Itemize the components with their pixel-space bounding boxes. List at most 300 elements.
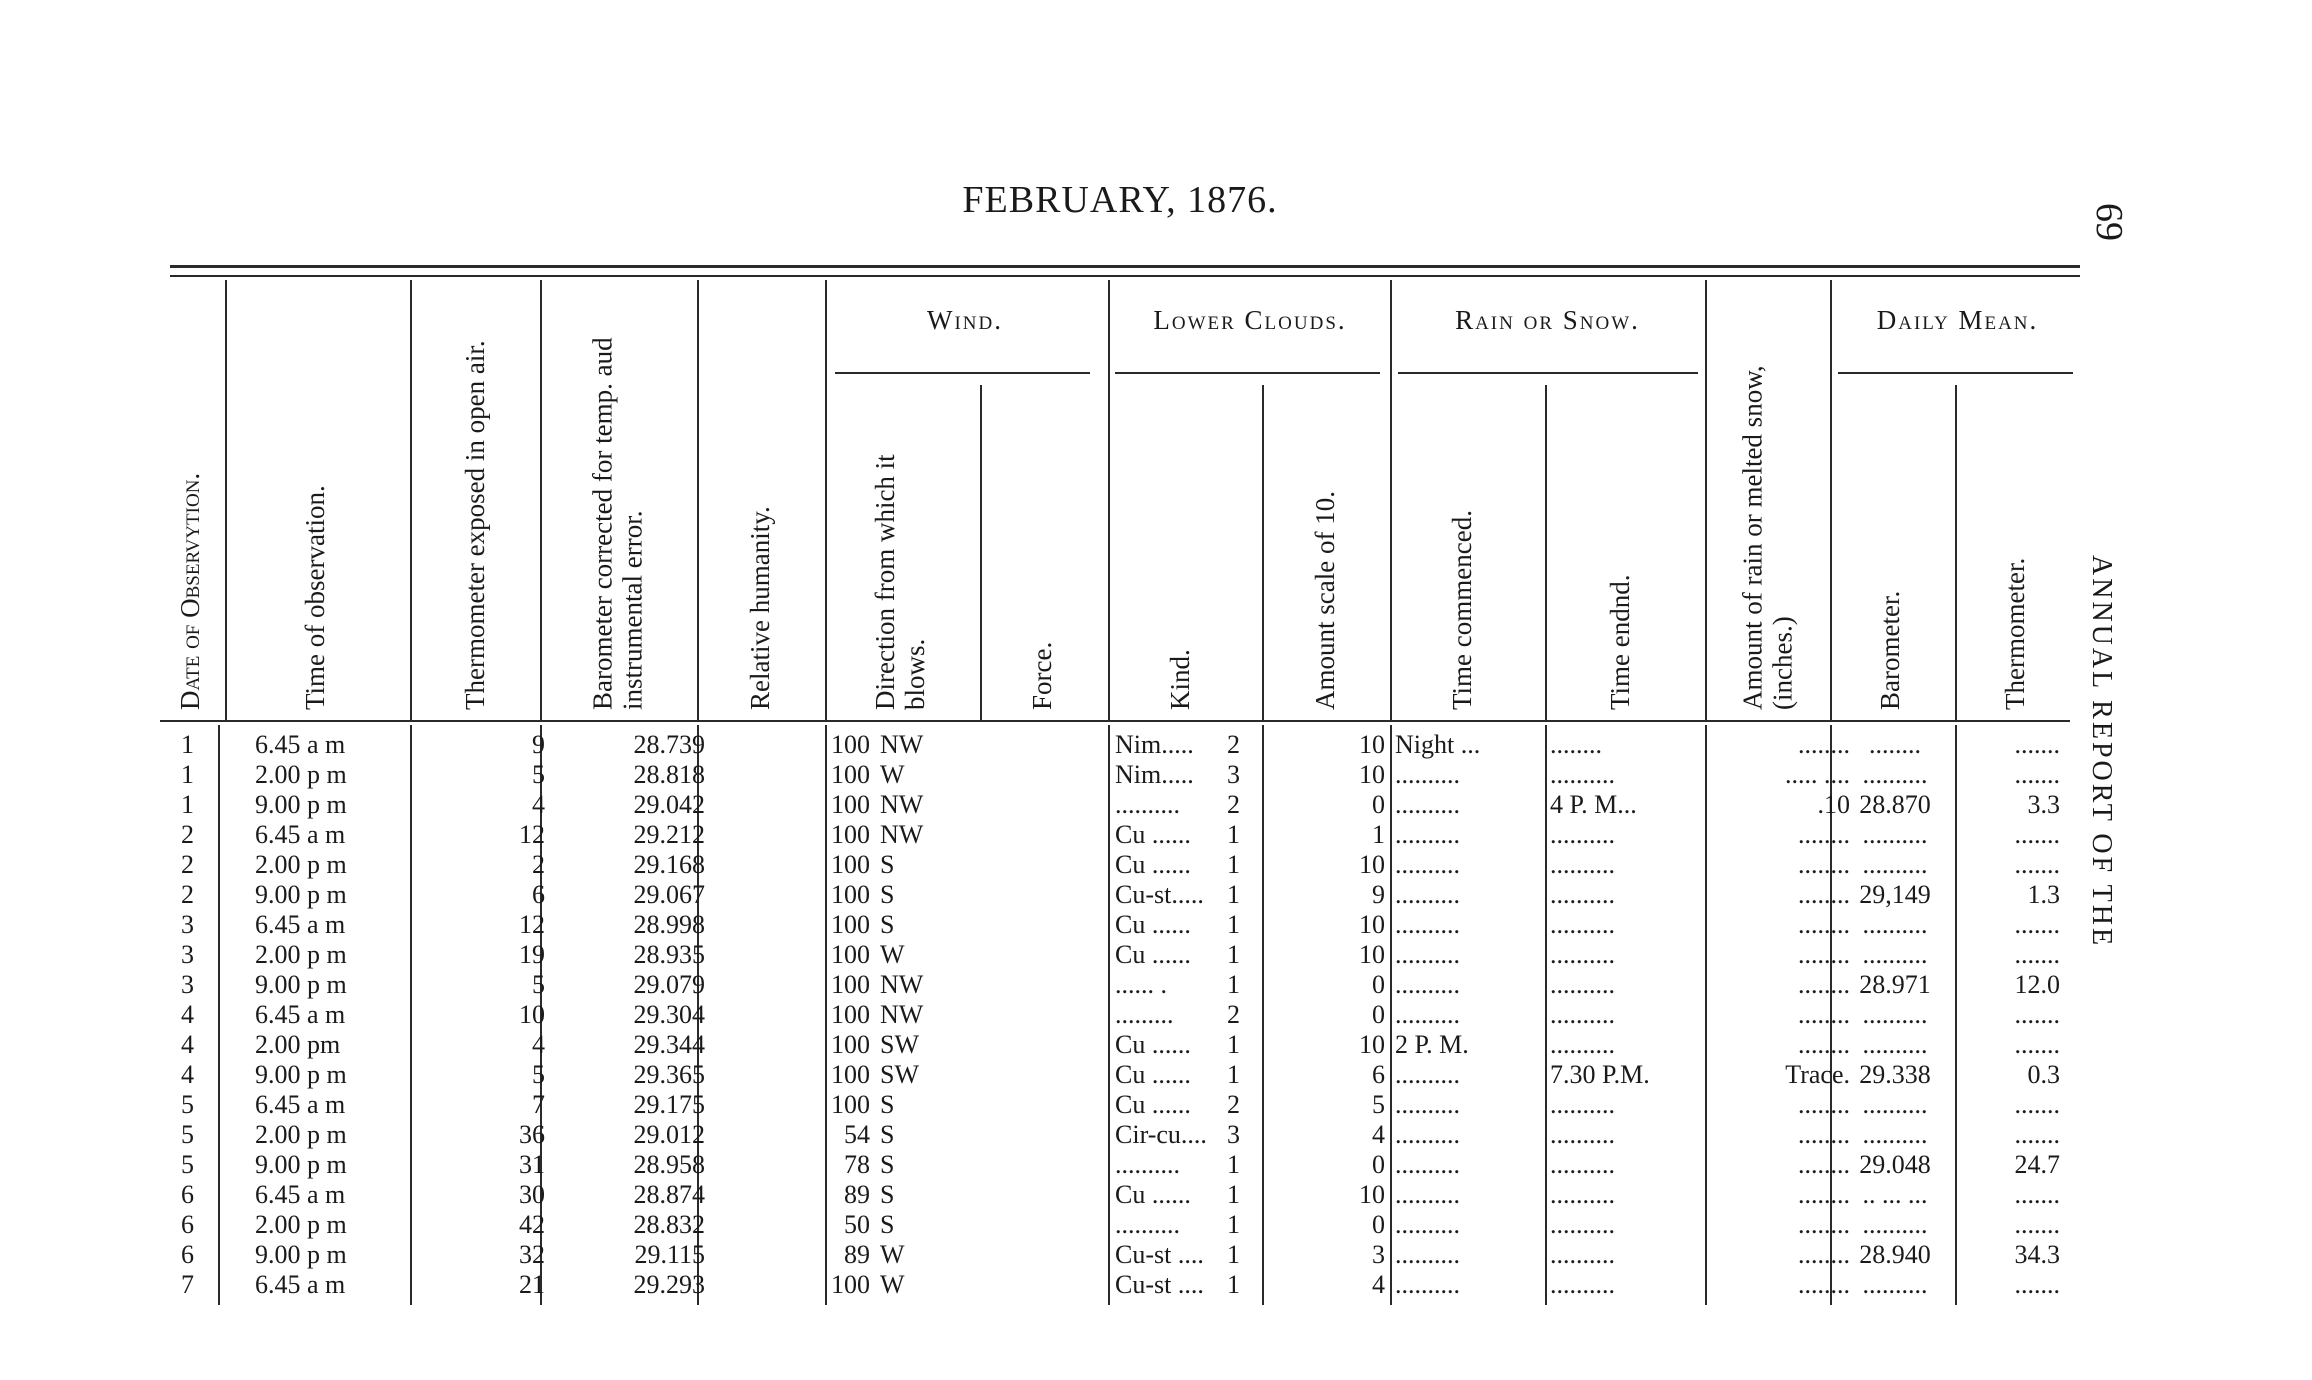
cell-date: 6 — [181, 1210, 194, 1239]
cell-date: 4 — [181, 1000, 194, 1029]
cell-rain-amount: ........ — [1798, 940, 1850, 969]
cell-cloud-amount: 5 — [1372, 1090, 1385, 1119]
cell-time-ended: .......... — [1550, 910, 1615, 939]
cell-mean-thermometer: ....... — [2014, 1090, 2060, 1119]
cell-humidity: 100 — [831, 760, 870, 789]
column-divider — [825, 280, 827, 720]
cell-wind-force: 1 — [1227, 910, 1240, 939]
cell-time: 9.00 p m — [255, 970, 347, 999]
header-wind-direction: Direction from which it blows. — [870, 454, 930, 710]
cell-date: 5 — [181, 1120, 194, 1149]
cell-cloud-amount: 10 — [1359, 1030, 1385, 1059]
cell-cloud-kind: Cu ...... — [1115, 820, 1191, 849]
cell-cloud-amount: 0 — [1372, 790, 1385, 819]
cell-wind-direction: SW — [880, 1030, 919, 1059]
cell-thermometer: 2 — [532, 850, 545, 879]
table-row — [160, 1120, 2060, 1150]
cell-wind-direction: S — [880, 1150, 895, 1179]
column-divider — [1705, 280, 1707, 720]
cell-mean-barometer: .. ... ... — [1862, 1180, 1928, 1209]
cell-time-commenced: .......... — [1395, 760, 1460, 789]
sub-column-divider — [1262, 385, 1264, 720]
sub-column-divider — [1545, 385, 1547, 720]
cell-time-ended: .......... — [1550, 1000, 1615, 1029]
cell-time-ended: .......... — [1550, 820, 1615, 849]
top-rule-thin — [170, 275, 2080, 277]
cell-cloud-amount: 4 — [1372, 1270, 1385, 1299]
rain-snow-group-header: Rain or Snow. — [1455, 305, 1640, 335]
cell-time-commenced: .......... — [1395, 1150, 1460, 1179]
cell-mean-thermometer: ....... — [2014, 730, 2060, 759]
cell-mean-barometer: 29,149 — [1859, 880, 1931, 909]
cell-cloud-kind: .......... — [1115, 1210, 1180, 1239]
cell-mean-barometer: .......... — [1862, 940, 1928, 969]
cell-mean-thermometer: ....... — [2014, 1030, 2060, 1059]
cell-date: 1 — [181, 790, 194, 819]
cell-thermometer: 6 — [532, 880, 545, 909]
cell-humidity: 100 — [831, 1270, 870, 1299]
cell-barometer: 29.365 — [633, 1060, 705, 1089]
cell-thermometer: 4 — [532, 1030, 545, 1059]
cell-mean-barometer: .......... — [1862, 1270, 1928, 1299]
cell-time-ended: ........ — [1550, 730, 1602, 759]
cell-barometer: 29.212 — [633, 820, 705, 849]
cell-rain-amount: ........ — [1798, 730, 1850, 759]
cell-cloud-amount: 10 — [1359, 1180, 1385, 1209]
cell-time-ended: .......... — [1550, 1240, 1615, 1269]
header-thermometer: Thermometer exposed in open air. — [460, 340, 490, 710]
cell-thermometer: 42 — [519, 1210, 545, 1239]
table-row — [160, 730, 2060, 760]
group-underline — [1115, 372, 1380, 374]
group-underline — [1838, 372, 2073, 374]
cell-time-ended: .......... — [1550, 1180, 1615, 1209]
cell-date: 2 — [181, 880, 194, 909]
cell-mean-barometer: 28.971 — [1859, 970, 1931, 999]
header-time-ended: Time endnd. — [1605, 574, 1635, 710]
cell-date: 3 — [181, 970, 194, 999]
cell-date: 4 — [181, 1060, 194, 1089]
cell-time: 6.45 a m — [255, 1000, 346, 1029]
cell-barometer: 28.818 — [633, 760, 705, 789]
cell-cloud-amount: 9 — [1372, 880, 1385, 909]
cell-mean-thermometer: ....... — [2014, 1180, 2060, 1209]
cell-thermometer: 9 — [532, 730, 545, 759]
cell-wind-direction: S — [880, 850, 895, 879]
cell-wind-force: 1 — [1227, 820, 1240, 849]
cell-wind-direction: NW — [880, 730, 924, 759]
cell-cloud-kind: Cu ...... — [1115, 1180, 1191, 1209]
cell-cloud-amount: 1 — [1372, 820, 1385, 849]
cell-humidity: 89 — [844, 1240, 870, 1269]
cell-wind-force: 1 — [1227, 1240, 1240, 1269]
cell-humidity: 100 — [831, 1000, 870, 1029]
cell-mean-barometer: 28.940 — [1859, 1240, 1931, 1269]
cell-time-commenced: .......... — [1395, 940, 1460, 969]
cell-cloud-kind: Nim..... — [1115, 730, 1194, 759]
table-row — [160, 1240, 2060, 1270]
cell-thermometer: 4 — [532, 790, 545, 819]
cell-mean-barometer: .......... — [1862, 1090, 1928, 1119]
cell-thermometer: 30 — [519, 1180, 545, 1209]
cell-humidity: 100 — [831, 1090, 870, 1119]
cell-humidity: 100 — [831, 730, 870, 759]
cell-time: 9.00 p m — [255, 1240, 347, 1269]
cell-mean-barometer: .......... — [1862, 1030, 1928, 1059]
cell-cloud-kind: ......... — [1115, 1000, 1174, 1029]
cell-rain-amount: ........ — [1798, 1210, 1850, 1239]
cell-time: 2.00 p m — [255, 1210, 347, 1239]
cell-mean-thermometer: 12.0 — [2014, 970, 2060, 999]
cell-cloud-amount: 4 — [1372, 1120, 1385, 1149]
column-divider — [1108, 280, 1110, 720]
cell-time-ended: .......... — [1550, 970, 1615, 999]
cell-time-commenced: .......... — [1395, 820, 1460, 849]
cell-time-commenced: 2 P. M. — [1395, 1030, 1469, 1059]
cell-date: 6 — [181, 1180, 194, 1209]
cell-cloud-amount: 10 — [1359, 760, 1385, 789]
header-wind-force: Force. — [1027, 641, 1057, 710]
cell-rain-amount: ........ — [1798, 1030, 1850, 1059]
cell-cloud-kind: Cu-st .... — [1115, 1270, 1204, 1299]
cell-time-ended: .......... — [1550, 1150, 1615, 1179]
table-row — [160, 850, 2060, 880]
header-cloud-amount: Amount scale of 10. — [1310, 491, 1340, 710]
cell-time-ended: .......... — [1550, 1270, 1615, 1299]
cell-mean-barometer: ........ — [1869, 730, 1921, 759]
cell-rain-amount: ........ — [1798, 1120, 1850, 1149]
cell-mean-barometer: .......... — [1862, 1000, 1928, 1029]
cell-mean-barometer: 28.870 — [1859, 790, 1931, 819]
table-row — [160, 880, 2060, 910]
cell-rain-amount: ........ — [1798, 1270, 1850, 1299]
cell-time: 6.45 a m — [255, 820, 346, 849]
cell-date: 3 — [181, 910, 194, 939]
cell-time: 6.45 a m — [255, 1180, 346, 1209]
cell-humidity: 100 — [831, 970, 870, 999]
cell-cloud-amount: 0 — [1372, 970, 1385, 999]
cell-cloud-amount: 6 — [1372, 1060, 1385, 1089]
cell-thermometer: 10 — [519, 1000, 545, 1029]
cell-mean-thermometer: ....... — [2014, 760, 2060, 789]
cell-barometer: 29.079 — [633, 970, 705, 999]
cell-date: 5 — [181, 1150, 194, 1179]
cell-humidity: 100 — [831, 820, 870, 849]
cell-mean-barometer: .......... — [1862, 820, 1928, 849]
header-rain-amount: Amount of rain or melted snow, (inches.) — [1737, 365, 1798, 710]
cell-mean-thermometer: ....... — [2014, 850, 2060, 879]
cell-thermometer: 12 — [519, 910, 545, 939]
cell-cloud-kind: Cu ...... — [1115, 1060, 1191, 1089]
cell-rain-amount: ........ — [1798, 880, 1850, 909]
column-divider — [1830, 280, 1832, 720]
cell-time-ended: .......... — [1550, 1090, 1615, 1119]
cell-rain-amount: ........ — [1798, 1180, 1850, 1209]
cell-time: 2.00 p m — [255, 760, 347, 789]
sub-column-divider — [980, 385, 982, 720]
cell-time-commenced: .......... — [1395, 1270, 1460, 1299]
cell-thermometer: 5 — [532, 1060, 545, 1089]
cell-time-commenced: .......... — [1395, 790, 1460, 819]
cell-wind-direction: SW — [880, 1060, 919, 1089]
wind-group-header: Wind. — [926, 305, 1003, 335]
cell-time-ended: 7.30 P.M. — [1550, 1060, 1650, 1089]
cell-wind-force: 2 — [1227, 730, 1240, 759]
cell-wind-force: 3 — [1227, 1120, 1240, 1149]
cell-time: 2.00 p m — [255, 1120, 347, 1149]
table-row — [160, 910, 2060, 940]
cell-wind-force: 1 — [1227, 1150, 1240, 1179]
column-divider — [410, 280, 412, 720]
cell-mean-thermometer: ....... — [2014, 1120, 2060, 1149]
cell-barometer: 29.012 — [633, 1120, 705, 1149]
cell-barometer: 29.344 — [633, 1030, 705, 1059]
table-row — [160, 1150, 2060, 1180]
cell-humidity: 100 — [831, 850, 870, 879]
cell-time: 6.45 a m — [255, 1090, 346, 1119]
cell-mean-barometer: .......... — [1862, 850, 1928, 879]
cell-mean-thermometer: ....... — [2014, 820, 2060, 849]
cell-humidity: 54 — [844, 1120, 870, 1149]
cell-mean-thermometer: 24.7 — [2014, 1150, 2060, 1179]
cell-cloud-kind: Cu ...... — [1115, 1030, 1191, 1059]
cell-date: 6 — [181, 1240, 194, 1269]
cell-cloud-kind: ...... . — [1115, 970, 1167, 999]
cell-rain-amount: ........ — [1798, 910, 1850, 939]
cell-date: 3 — [181, 940, 194, 969]
header-time-of-observation: Time of observation. — [300, 485, 330, 710]
cell-barometer: 29.304 — [633, 1000, 705, 1029]
cell-mean-barometer: .......... — [1862, 910, 1928, 939]
cell-time-ended: 4 P. M... — [1550, 790, 1637, 819]
table-row — [160, 1270, 2060, 1300]
cell-time: 9.00 p m — [255, 880, 347, 909]
cell-barometer: 28.739 — [633, 730, 705, 759]
cell-mean-barometer: 29.048 — [1859, 1150, 1931, 1179]
cell-cloud-amount: 10 — [1359, 850, 1385, 879]
header-bottom-rule — [160, 720, 2070, 722]
cell-rain-amount: ........ — [1798, 1240, 1850, 1269]
header-daily-barometer: Barometer. — [1875, 590, 1905, 710]
cell-wind-force: 1 — [1227, 970, 1240, 999]
cell-humidity: 100 — [831, 880, 870, 909]
cell-mean-thermometer: ....... — [2014, 940, 2060, 969]
cell-wind-force: 1 — [1227, 880, 1240, 909]
table-row — [160, 790, 2060, 820]
cell-date: 1 — [181, 730, 194, 759]
cell-cloud-amount: 10 — [1359, 940, 1385, 969]
table-row — [160, 820, 2060, 850]
cell-time-commenced: .......... — [1395, 1180, 1460, 1209]
cell-humidity: 100 — [831, 1060, 870, 1089]
cell-wind-force: 1 — [1227, 1210, 1240, 1239]
cell-time-ended: .......... — [1550, 850, 1615, 879]
cell-time: 6.45 a m — [255, 730, 346, 759]
cell-rain-amount: Trace. — [1785, 1060, 1850, 1089]
cell-time: 9.00 p m — [255, 1150, 347, 1179]
cell-rain-amount: ........ — [1798, 850, 1850, 879]
cell-thermometer: 7 — [532, 1090, 545, 1119]
cell-rain-amount: ........ — [1798, 820, 1850, 849]
cell-mean-barometer: .......... — [1862, 1210, 1928, 1239]
cell-cloud-kind: Cu-st..... — [1115, 880, 1204, 909]
cell-wind-direction: S — [880, 1090, 895, 1119]
table-row — [160, 940, 2060, 970]
cell-date: 2 — [181, 850, 194, 879]
cell-date: 5 — [181, 1090, 194, 1119]
cell-cloud-kind: .......... — [1115, 1150, 1180, 1179]
cell-cloud-kind: Cir-cu.... — [1115, 1120, 1207, 1149]
table-row — [160, 1210, 2060, 1240]
cell-cloud-amount: 0 — [1372, 1210, 1385, 1239]
cell-thermometer: 19 — [519, 940, 545, 969]
header-barometer: Barometer corrected for temp. aud instrumental error. — [587, 337, 648, 710]
cell-barometer: 28.935 — [633, 940, 705, 969]
cell-wind-direction: S — [880, 1210, 895, 1239]
cell-wind-force: 3 — [1227, 760, 1240, 789]
cell-time-commenced: .......... — [1395, 1240, 1460, 1269]
cell-time: 9.00 p m — [255, 790, 347, 819]
cell-wind-direction: NW — [880, 820, 924, 849]
cell-cloud-amount: 3 — [1372, 1240, 1385, 1269]
cell-barometer: 29.067 — [633, 880, 705, 909]
header-cloud-kind: Kind. — [1165, 649, 1195, 710]
cell-wind-force: 1 — [1227, 850, 1240, 879]
daily-mean-group-header: Daily Mean. — [1876, 305, 2039, 335]
cell-wind-force: 2 — [1227, 1000, 1240, 1029]
cell-humidity: 100 — [831, 910, 870, 939]
cell-time: 2.00 p m — [255, 940, 347, 969]
cell-wind-direction: W — [880, 1270, 905, 1299]
cell-cloud-kind: Cu ...... — [1115, 1090, 1191, 1119]
table-row — [160, 1030, 2060, 1060]
cell-time-commenced: .......... — [1395, 910, 1460, 939]
table-row — [160, 970, 2060, 1000]
cell-rain-amount: ........ — [1798, 1090, 1850, 1119]
cell-time-commenced: .......... — [1395, 1210, 1460, 1239]
column-divider — [1390, 280, 1392, 720]
cell-cloud-kind: Cu ...... — [1115, 910, 1191, 939]
cell-mean-barometer: 29.338 — [1859, 1060, 1931, 1089]
table-row — [160, 760, 2060, 790]
cell-mean-barometer: .......... — [1862, 1120, 1928, 1149]
cell-mean-thermometer: ....... — [2014, 1000, 2060, 1029]
cell-barometer: 29.168 — [633, 850, 705, 879]
cell-time: 2.00 pm — [255, 1030, 341, 1059]
cell-barometer: 29.175 — [633, 1090, 705, 1119]
cell-wind-force: 2 — [1227, 1090, 1240, 1119]
table-row — [160, 1000, 2060, 1030]
cell-cloud-kind: Cu ...... — [1115, 850, 1191, 879]
cell-wind-force: 2 — [1227, 790, 1240, 819]
cell-wind-direction: S — [880, 880, 895, 909]
cell-wind-direction: NW — [880, 1000, 924, 1029]
header-relative-humidity: Relative humanity. — [745, 506, 775, 710]
cell-barometer: 28.874 — [633, 1180, 705, 1209]
cell-time-commenced: .......... — [1395, 850, 1460, 879]
cell-time-ended: .......... — [1550, 760, 1615, 789]
sub-column-divider — [1955, 385, 1957, 720]
lower-clouds-group-header: Lower Clouds. — [1153, 305, 1347, 335]
cell-mean-thermometer: 1.3 — [2027, 880, 2060, 909]
cell-rain-amount: ..... .... — [1785, 760, 1850, 789]
cell-time-commenced: .......... — [1395, 1090, 1460, 1119]
cell-humidity: 78 — [844, 1150, 870, 1179]
top-rule — [170, 265, 2080, 268]
column-divider — [697, 280, 699, 720]
cell-wind-force: 1 — [1227, 940, 1240, 969]
group-underline — [1398, 372, 1698, 374]
cell-date: 1 — [181, 760, 194, 789]
cell-time: 6.45 a m — [255, 910, 346, 939]
cell-wind-force: 1 — [1227, 1180, 1240, 1209]
cell-date: 7 — [181, 1270, 194, 1299]
table-row — [160, 1060, 2060, 1090]
cell-time: 2.00 p m — [255, 850, 347, 879]
cell-cloud-kind: Cu ...... — [1115, 940, 1191, 969]
header-time-commenced: Time commenced. — [1447, 510, 1477, 710]
cell-barometer: 28.832 — [633, 1210, 705, 1239]
cell-wind-direction: W — [880, 940, 905, 969]
cell-humidity: 89 — [844, 1180, 870, 1209]
cell-date: 2 — [181, 820, 194, 849]
cell-wind-direction: W — [880, 1240, 905, 1269]
cell-thermometer: 5 — [532, 970, 545, 999]
cell-time-commenced: .......... — [1395, 970, 1460, 999]
cell-time-commenced: .......... — [1395, 880, 1460, 909]
cell-thermometer: 21 — [519, 1270, 545, 1299]
cell-wind-direction: NW — [880, 970, 924, 999]
header-date-of-observation: Date of Observytion. — [175, 472, 205, 710]
cell-cloud-amount: 10 — [1359, 910, 1385, 939]
cell-time-ended: .......... — [1550, 1030, 1615, 1059]
cell-thermometer: 32 — [519, 1240, 545, 1269]
cell-time-ended: .......... — [1550, 940, 1615, 969]
cell-cloud-amount: 10 — [1359, 730, 1385, 759]
cell-wind-direction: S — [880, 1180, 895, 1209]
cell-mean-thermometer: 34.3 — [2014, 1240, 2060, 1269]
cell-barometer: 29.042 — [633, 790, 705, 819]
cell-barometer: 28.958 — [633, 1150, 705, 1179]
cell-thermometer: 36 — [519, 1120, 545, 1149]
cell-barometer: 28.998 — [633, 910, 705, 939]
cell-cloud-kind: Nim..... — [1115, 760, 1194, 789]
cell-humidity: 100 — [831, 1030, 870, 1059]
header-daily-thermometer: Thermometer. — [2000, 557, 2030, 710]
cell-mean-thermometer: ....... — [2014, 910, 2060, 939]
cell-mean-thermometer: ....... — [2014, 1270, 2060, 1299]
page-title: FEBRUARY, 1876. — [962, 179, 1278, 221]
cell-cloud-amount: 0 — [1372, 1000, 1385, 1029]
cell-barometer: 29.115 — [634, 1240, 705, 1269]
cell-cloud-kind: Cu-st .... — [1115, 1240, 1204, 1269]
cell-cloud-kind: .......... — [1115, 790, 1180, 819]
page-number: 69 — [2088, 203, 2130, 241]
cell-mean-thermometer: 3.3 — [2027, 790, 2060, 819]
cell-mean-thermometer: 0.3 — [2027, 1060, 2060, 1089]
cell-humidity: 50 — [844, 1210, 870, 1239]
cell-time: 9.00 p m — [255, 1060, 347, 1089]
cell-time: 6.45 a m — [255, 1270, 346, 1299]
cell-wind-force: 1 — [1227, 1270, 1240, 1299]
running-head: ANNUAL REPORT OF THE — [2086, 555, 2117, 949]
cell-time-ended: .......... — [1550, 880, 1615, 909]
cell-rain-amount: .10 — [1817, 790, 1850, 819]
cell-rain-amount: ........ — [1798, 970, 1850, 999]
cell-time-commenced: .......... — [1395, 1120, 1460, 1149]
cell-rain-amount: ........ — [1798, 1000, 1850, 1029]
cell-time-commenced: .......... — [1395, 1000, 1460, 1029]
